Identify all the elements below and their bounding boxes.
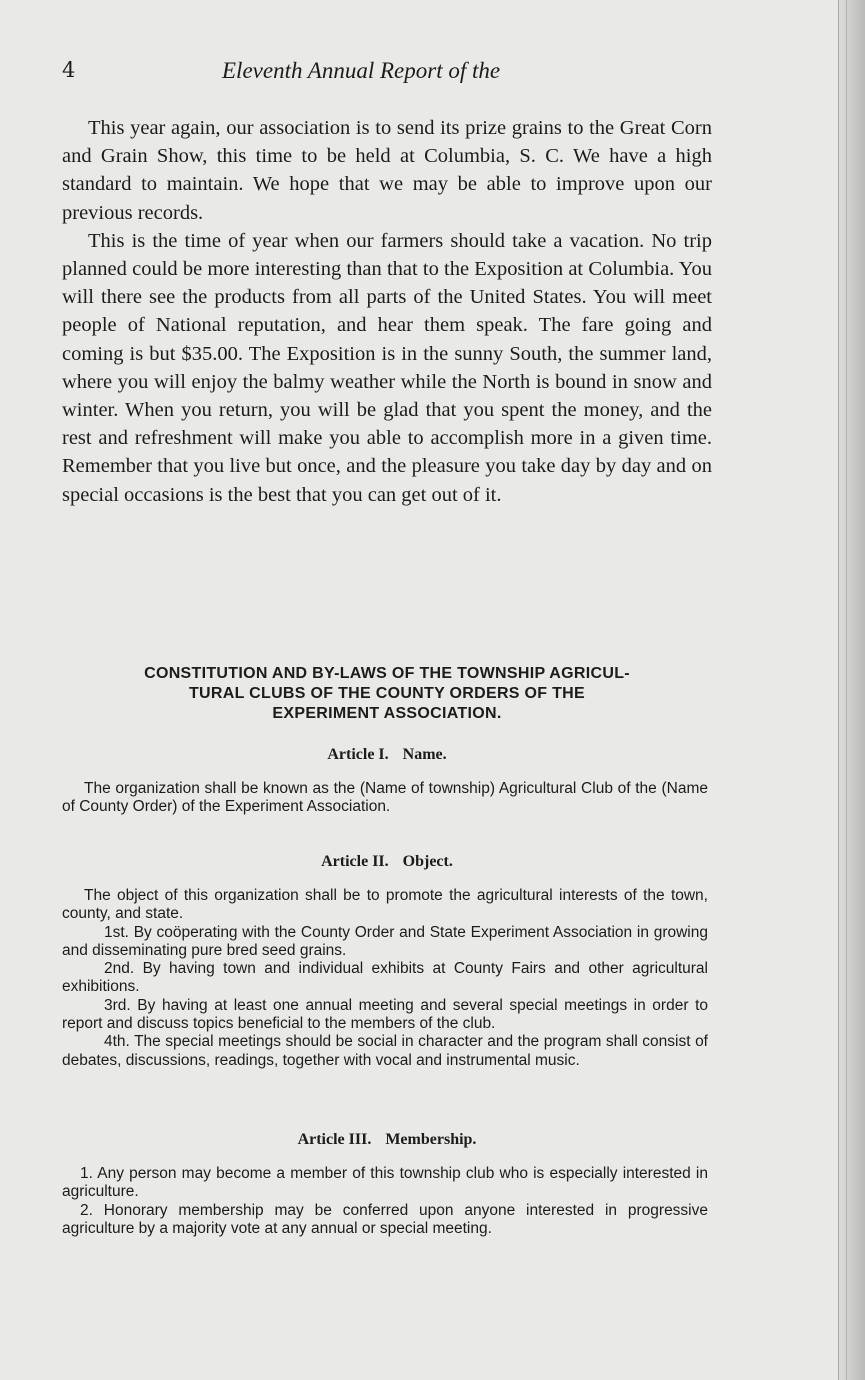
intro-text [62,114,712,509]
intro-paragraph-2: This is the time of year when our farmers should take a vacation. No trip planned could be more interesting than that to the Exposition at Columbia. You will there see the products from all parts of the United States. You will meet people of National reputation, and hear them speak. The fare going and coming is but $35.00. The Exposition is in the sunny South, the summer land, where you will enjoy the balmy weather while the North is bound in snow and winter. When you return, you will be glad that you spent the money, and the rest and refreshment will make you able to accomplish more in a given time. Remember that you live but once, and the pleasure you take day by day and on special occasions is the best that you can get out of it. [62,229,712,506]
article-3-paragraph-1: 1. Any person may become a member of this township club who is especially interested in agriculture. [62,1165,708,1201]
running-title: Eleventh Annual Report of the [222,58,501,83]
page-number: 4 [62,58,76,82]
article-2-paragraph-1: The object of this organization shall be to promote the agricultural interests of the town, county, and state. [62,887,708,923]
article-2-paragraph-5: 4th. The special meetings should be social in character and the program shall consist of debates, discussions, readings, together with vocal and instrumental music. [62,1033,708,1069]
article-3-heading [62,1131,712,1149]
article-3-number: Article III. [297,1131,372,1148]
article-2-number: Article II. [321,853,389,870]
article-3-paragraph-2: 2. Honorary membership may be conferred upon anyone interested in progressive agriculture by a majority vote at any annual or special meeting. [62,1201,708,1237]
article-2-heading [62,853,712,871]
article-2-paragraph-2: 1st. By coöperating with the County Order and State Experiment Association in growing and disseminating pure bred seed grains. [62,923,708,959]
article-1-paragraph-1: The organization shall be known as the (Name of township) Agricultural Club of the (Name of County Order) of the Experiment Association. [62,780,708,816]
article-2-title: Object. [402,853,453,870]
article-1-body [62,780,708,817]
constitution-title-line-3: EXPERIMENT ASSOCIATION. [272,705,502,722]
article-3-body [62,1165,708,1238]
running-head [62,56,712,90]
constitution-title [62,664,712,724]
article-2-paragraph-3: 2nd. By having town and individual exhibits at County Fairs and other agricultural exhibitions. [62,960,708,996]
constitution-title-line-1: CONSTITUTION AND BY-LAWS OF THE TOWNSHIP AGRICUL- [144,665,630,682]
article-1-heading [62,746,712,764]
page-edge [838,0,865,1380]
article-2-paragraph-4: 3rd. By having at least one annual meeting and several special meetings in order to report and discuss topics beneficial to the members of the club. [62,996,708,1033]
article-1-title: Name. [402,746,447,763]
article-2-body [62,887,708,1070]
article-1-number: Article I. [327,746,389,763]
constitution-title-line-2: TURAL CLUBS OF THE COUNTY ORDERS OF THE [188,685,585,702]
binding-line [846,0,847,1380]
intro-paragraph-1: This year again, our association is to send its prize grains to the Great Corn and Grain Show, this time to be held at Columbia, S. C. We have a high standard to maintain. We hope that we may be able to improve upon our previous records. [62,117,712,224]
article-3-title: Membership. [385,1131,477,1148]
